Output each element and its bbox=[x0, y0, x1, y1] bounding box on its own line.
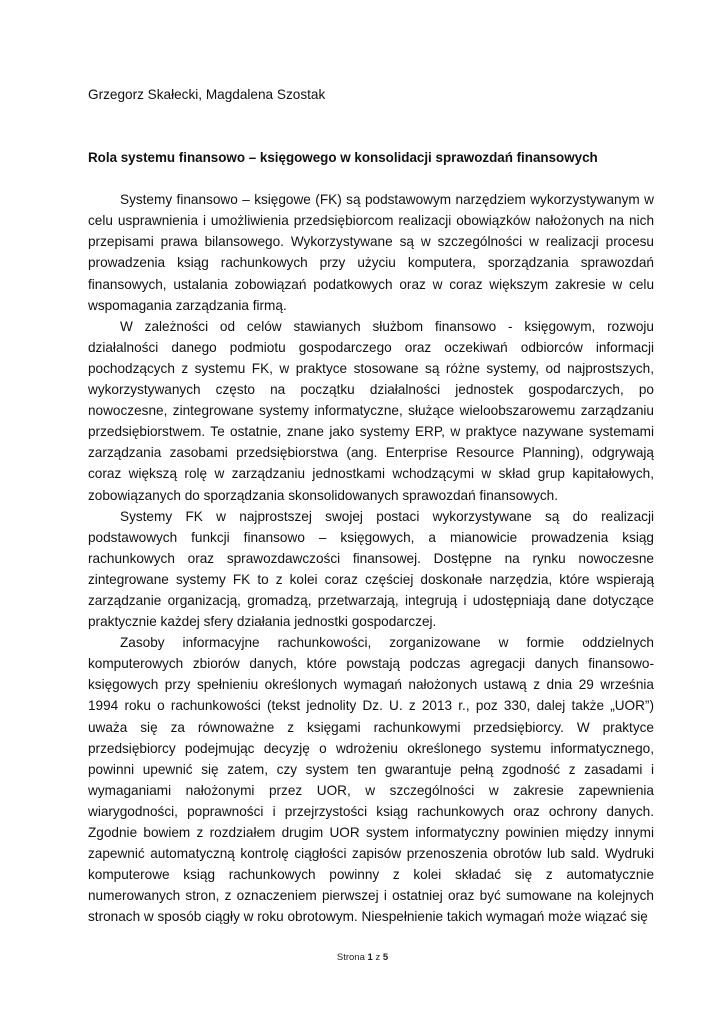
authors-line: Grzegorz Skałecki, Magdalena Szostak bbox=[88, 87, 326, 102]
paragraph: Systemy finansowo – księgowe (FK) są podstawowym narzędziem wykorzystywanym w celu usprawnienia i umożliwienia przedsiębiorcom realizacji obowiązków nałożonych na nich przepisami prawa bilansowego. Wykorzystywane są w szczególności w realizacji procesu prowadzenia ksiąg rachunkowych przy użyciu komputera, sporządzania sprawozdań finansowych, ustalania zobowiązań podatkowych oraz w coraz większym zakresie w celu wspomagania zarządzania firmą. bbox=[88, 192, 654, 313]
paragraph: Systemy FK w najprostszej swojej postaci wykorzystywane są do realizacji podstawowych funkcji finansowo – księgowych, a mianowicie prowadzenia ksiąg rachunkowych oraz sprawozdawczości finansowej. Dostępne na rynku nowoczesne zintegrowane systemy FK to z kolei coraz częściej doskonałe narzędzia, które wspierają zarządzanie organizacją, gromadzą, przetwarzają, integrują i udostępniają dane dotyczące praktycznie każdej sfery działania jednostki gospodarczej. bbox=[88, 508, 654, 630]
page-footer bbox=[0, 952, 725, 963]
page-label: Strona bbox=[336, 952, 365, 963]
page-body bbox=[88, 84, 654, 927]
document-title: Rola systemu finansowo – księgowego w konsolidacji sprawozdań finansowych bbox=[88, 150, 598, 166]
page-separator: z bbox=[375, 952, 381, 963]
current-page-number: 1 bbox=[367, 952, 373, 963]
paragraph: W zależności od celów stawianych służbom finansowo - księgowym, rozwoju działalności danego podmiotu gospodarczego oraz oczekiwań odbiorców informacji pochodzących z systemu FK, w praktyce stosowane są różne systemy, od najprostszych, wykorzystywanych często na początku działalności jednostek gospodarczych, po nowoczesne, zintegrowane systemy informatyczne, służące wieloobszarowemu zarządzaniu przedsiębiorstwem. Te ostatnie, znane jako systemy ERP, w praktyce nazywane systemami zarządzania zasobami przedsiębiorstwa (ang. Enterprise Resource Planning), odgrywają coraz większą rolę w zarządzaniu jednostkami wchodzącymi w skład grup kapitałowych, zobowiązanych do sporządzania skonsolidowanych sprawozdań finansowych. bbox=[88, 318, 654, 503]
paragraph: Zasoby informacyjne rachunkowości, zorganizowane w formie oddzielnych komputerowych zbiorów danych, które powstają podczas agregacji danych finansowo-księgowych przy spełnieniu określonych wymagań nałożonych ustawą z dnia 29 września 1994 roku o rachunkowości (tekst jednolity Dz. U. z 2013 r., poz 330, dalej także „UOR”) uważa się za równoważne z księgami rachunkowymi przedsiębiorcy. W praktyce przedsiębiorcy podejmując decyzję o wdrożeniu określonego systemu informatycznego, powinni upewnić się zatem, czy system ten gwarantuje pełną zgodność z zasadami i wymaganiami nałożonymi przez UOR, w szczególności w zakresie zapewnienia wiarygodności, poprawności i przejrzystości ksiąg rachunkowych oraz ochrony danych. Zgodnie bowiem z rozdziałem drugim UOR system informatyczny powinien między innymi zapewnić automatyczną kontrolę ciągłości zapisów przenoszenia obrotów lub sald. Wydruki komputerowe ksiąg rachunkowych powinny z kolei składać się z automatycznie numerowanych stron, z oznaczeniem pierwszej i ostatniej oraz być sumowane na kolejnych stronach w sposób ciągły w roku obrotowym. Niespełnienie takich wymagań może wiązać się bbox=[88, 635, 654, 925]
total-pages-number: 5 bbox=[382, 952, 389, 963]
